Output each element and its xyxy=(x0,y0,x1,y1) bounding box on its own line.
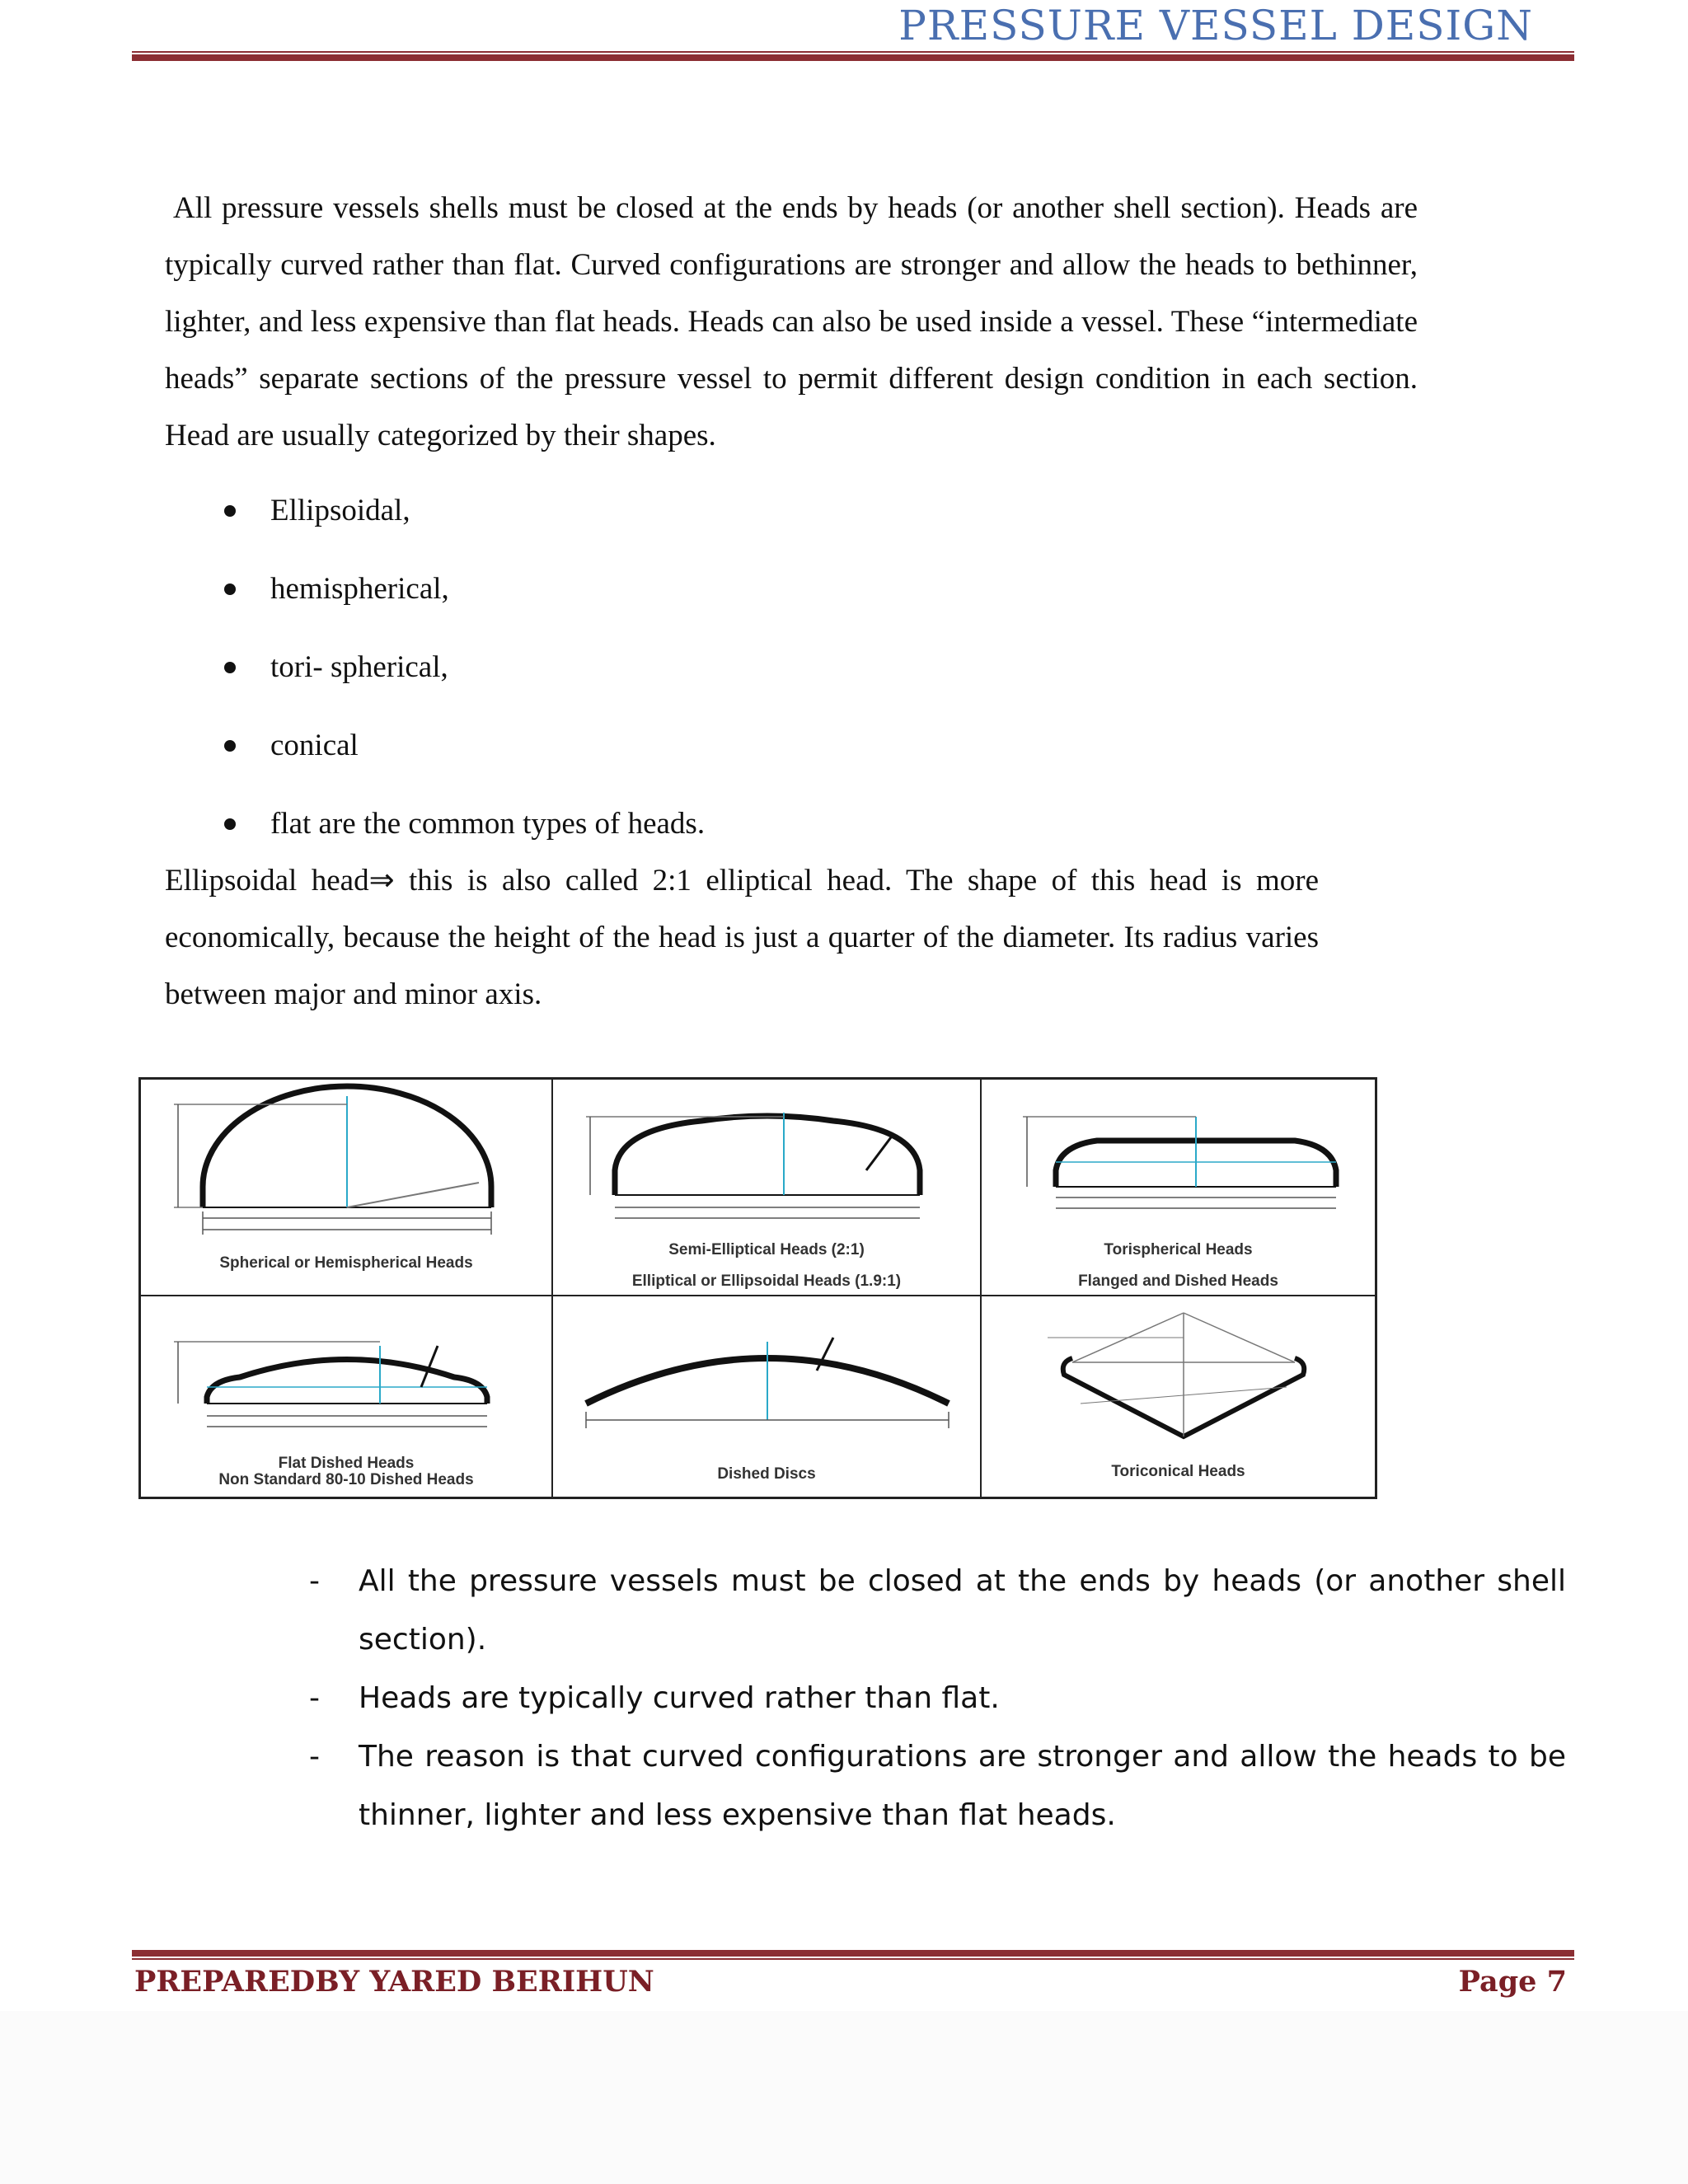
caption-dished-discs: Dished Discs xyxy=(717,1465,816,1483)
head-types-figure xyxy=(138,1077,1377,1499)
caption-flat-dished: Flat Dished Heads xyxy=(278,1455,415,1472)
footer-page-number: Page 7 xyxy=(1458,1965,1567,1999)
list-item: flat are the common types of heads. xyxy=(165,795,1418,852)
footer-rule xyxy=(132,1950,1574,1960)
torispherical-head-drawing xyxy=(982,1080,1375,1296)
dash-marker: - xyxy=(309,1740,320,1774)
caption-semi-elliptical: Semi-Elliptical Heads (2:1) xyxy=(668,1241,865,1258)
list-item: - Heads are typically curved rather than flat. xyxy=(305,1669,1566,1727)
bullet-icon xyxy=(224,740,236,752)
list-item: conical xyxy=(165,717,1418,795)
page-header-title: PRESSURE VESSEL DESIGN xyxy=(898,2,1533,49)
caption-flanged-dished: Flanged and Dished Heads xyxy=(1078,1272,1278,1290)
caption-torispherical: Torispherical Heads xyxy=(1104,1241,1253,1258)
caption-non-standard-dished: Non Standard 80-10 Dished Heads xyxy=(218,1471,474,1488)
ellipsoidal-paragraph: Ellipsoidal head⇒ this is also called 2:1 elliptical head. The shape of this head is more economically, because the height of the head is just a quarter of the diameter. Its radius varies between major and minor axis. xyxy=(165,864,1319,1011)
intro-section xyxy=(165,180,1418,1023)
summary-list xyxy=(305,1552,1566,1844)
diagram-torispherical-head xyxy=(982,1080,1375,1296)
bullet-icon xyxy=(224,505,236,517)
list-item: tori- spherical, xyxy=(165,639,1418,717)
header-rule xyxy=(132,51,1574,61)
bullet-icon xyxy=(224,662,236,673)
diagram-hemispherical-head xyxy=(141,1080,553,1296)
page-bottom-margin xyxy=(0,2011,1688,2184)
list-item: - The reason is that curved configurations are stronger and allow the heads to be thinner, lighter and less expensive than flat heads. xyxy=(305,1727,1566,1844)
list-item: Ellipsoidal, xyxy=(165,482,1418,560)
semi-elliptical-head-drawing xyxy=(553,1080,982,1296)
diagram-flat-dished-head xyxy=(141,1296,553,1497)
head-types-list xyxy=(165,482,1418,852)
dash-marker: - xyxy=(309,1564,320,1598)
bullet-icon xyxy=(224,583,236,595)
dash-marker: - xyxy=(309,1681,320,1715)
caption-toriconical: Toriconical Heads xyxy=(1111,1463,1245,1480)
intro-paragraph: All pressure vessels shells must be closed at the ends by heads (or another shell section). Heads are typically curved rather than flat. Curved configurations are stronger and allow the heads to bethinner, lighter, and less expensive than flat heads. Heads can also be used inside a vessel. These “intermediate heads” separate sections of the pressure vessel to permit different design condition in each section. Head are usually categorized by their shapes. xyxy=(165,191,1418,452)
diagram-dished-disc xyxy=(553,1296,982,1497)
list-item: hemispherical, xyxy=(165,560,1418,639)
caption-hemispherical: Spherical or Hemispherical Heads xyxy=(219,1254,473,1272)
caption-ellipsoidal: Elliptical or Ellipsoidal Heads (1.9:1) xyxy=(631,1272,902,1290)
diagram-toriconical-head xyxy=(982,1296,1375,1497)
footer-author: PREPAREDBY YARED BERIHUN xyxy=(134,1965,654,1999)
list-item: - All the pressure vessels must be closed at the ends by heads (or another shell section). xyxy=(305,1552,1566,1669)
bullet-icon xyxy=(224,818,236,830)
diagram-semi-elliptical-head xyxy=(553,1080,982,1296)
